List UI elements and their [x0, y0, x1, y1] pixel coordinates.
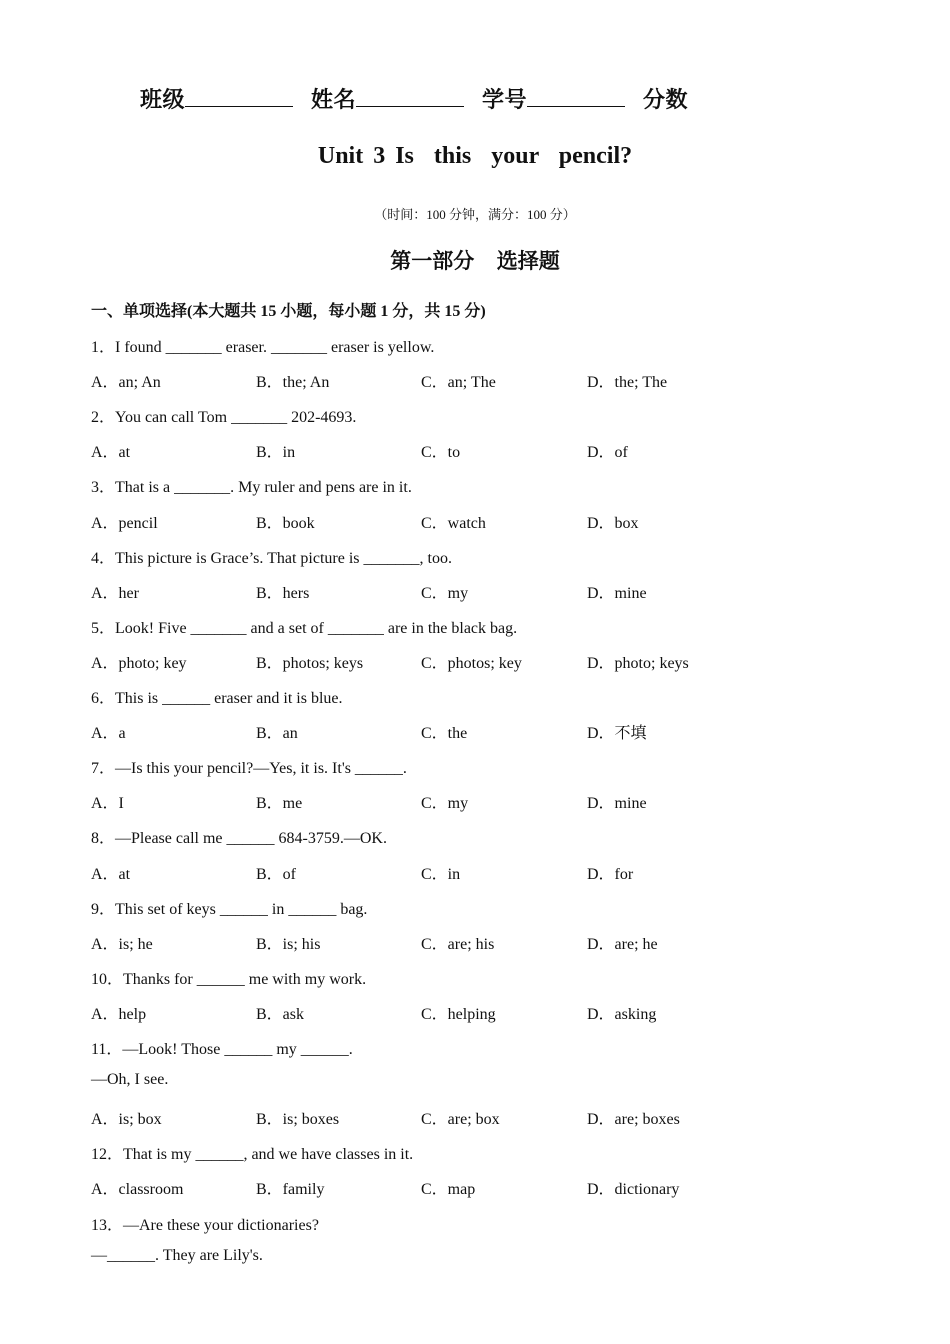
name-blank — [356, 86, 464, 107]
question-stem: 8．—Please call me ______ 684-3759.—OK. — [91, 830, 387, 848]
question-stem: 13．—Are these your dictionaries? — [91, 1216, 319, 1234]
option-d: D．box — [587, 514, 639, 532]
question-stem: 1．I found _______ eraser. _______ eraser is yellow. — [91, 339, 435, 356]
question-stem: 11．—Look! Those ______ my ______. — [91, 1041, 353, 1058]
option-a: A．is; he — [91, 935, 153, 953]
class-blank — [185, 86, 293, 107]
exam-info: （时间：100 分钟，满分：100 分） — [374, 207, 576, 222]
option-c: C．watch — [421, 514, 486, 532]
option-d: D．of — [587, 444, 628, 462]
student-id-label: 学号 — [482, 87, 528, 112]
option-b: B．photos; keys — [256, 654, 364, 672]
option-c: C．the — [421, 725, 468, 743]
question-stem: 9．This set of keys ______ in ______ bag. — [91, 900, 368, 918]
option-c: C．photos; key — [421, 654, 522, 672]
option-d: D．mine — [587, 795, 647, 813]
student-info-header — [140, 83, 688, 114]
option-b: B．an — [256, 725, 298, 743]
option-b: B．me — [256, 795, 303, 813]
question-stem-continued: —Oh, I see. — [91, 1071, 169, 1089]
question-stem: 10．Thanks for ______ me with my work. — [91, 970, 367, 988]
option-c: C．an; The — [421, 374, 496, 392]
option-b: B．the; An — [256, 374, 330, 392]
option-d: D．for — [587, 865, 634, 883]
option-a: A．I — [91, 795, 124, 813]
option-d: D．the; The — [587, 374, 668, 392]
option-a: A．a — [91, 725, 126, 743]
option-c: C．are; box — [421, 1111, 500, 1129]
option-c: C．my — [421, 795, 469, 813]
option-a: A．at — [91, 444, 131, 462]
option-b: B．book — [256, 514, 315, 532]
option-b: B．ask — [256, 1005, 305, 1023]
question-stem: 3．That is a _______. My ruler and pens are in it. — [91, 479, 412, 497]
option-b: B．family — [256, 1181, 325, 1199]
option-b: B．hers — [256, 584, 310, 602]
question-stem: 6．This is ______ eraser and it is blue. — [91, 690, 343, 707]
option-d: D．不填 — [587, 725, 647, 743]
option-d: D．asking — [587, 1005, 657, 1023]
part-title: 第一部分 选择题 — [390, 249, 560, 273]
option-a: A．pencil — [91, 514, 158, 532]
option-b: B．is; boxes — [256, 1111, 340, 1129]
student-id-blank — [527, 86, 625, 107]
option-a: A．her — [91, 584, 139, 602]
option-d: D．are; boxes — [587, 1111, 680, 1129]
option-a: A．is; box — [91, 1111, 162, 1129]
page-title: Unit 3 Is this your pencil? — [317, 143, 633, 169]
name-label: 姓名 — [311, 87, 357, 112]
question-stem: 7．—Is this your pencil?—Yes, it is. It's ______. — [91, 760, 407, 778]
option-b: B．is; his — [256, 935, 321, 953]
option-d: D．mine — [587, 584, 647, 602]
option-c: C．map — [421, 1181, 476, 1199]
option-d: D．dictionary — [587, 1181, 680, 1199]
option-a: A．an; An — [91, 374, 161, 392]
score-label: 分数 — [643, 87, 689, 112]
option-a: A．photo; key — [91, 654, 187, 672]
option-a: A．at — [91, 865, 131, 883]
question-stem-continued: —______. They are Lily's. — [91, 1246, 263, 1264]
class-label: 班级 — [140, 87, 186, 112]
option-d: D．are; he — [587, 935, 658, 953]
option-a: A．help — [91, 1005, 147, 1023]
option-c: C．my — [421, 584, 469, 602]
option-a: A．classroom — [91, 1181, 184, 1199]
section-title: 一、单项选择(本大题共 15 小题，每小题 1 分，共 15 分) — [91, 303, 486, 320]
option-b: B．of — [256, 865, 297, 883]
question-stem: 5．Look! Five _______ and a set of _______ are in the black bag. — [91, 619, 518, 637]
option-c: C．to — [421, 444, 461, 462]
question-stem: 2．You can call Tom _______ 202-4693. — [91, 409, 357, 427]
option-b: B．in — [256, 444, 296, 462]
option-c: C．in — [421, 865, 461, 883]
option-c: C．helping — [421, 1005, 496, 1023]
question-stem: 12．That is my ______, and we have classes in it. — [91, 1146, 414, 1164]
question-stem: 4．This picture is Grace’s. That picture is _______, too. — [91, 549, 452, 567]
option-c: C．are; his — [421, 935, 495, 953]
option-d: D．photo; keys — [587, 654, 689, 672]
